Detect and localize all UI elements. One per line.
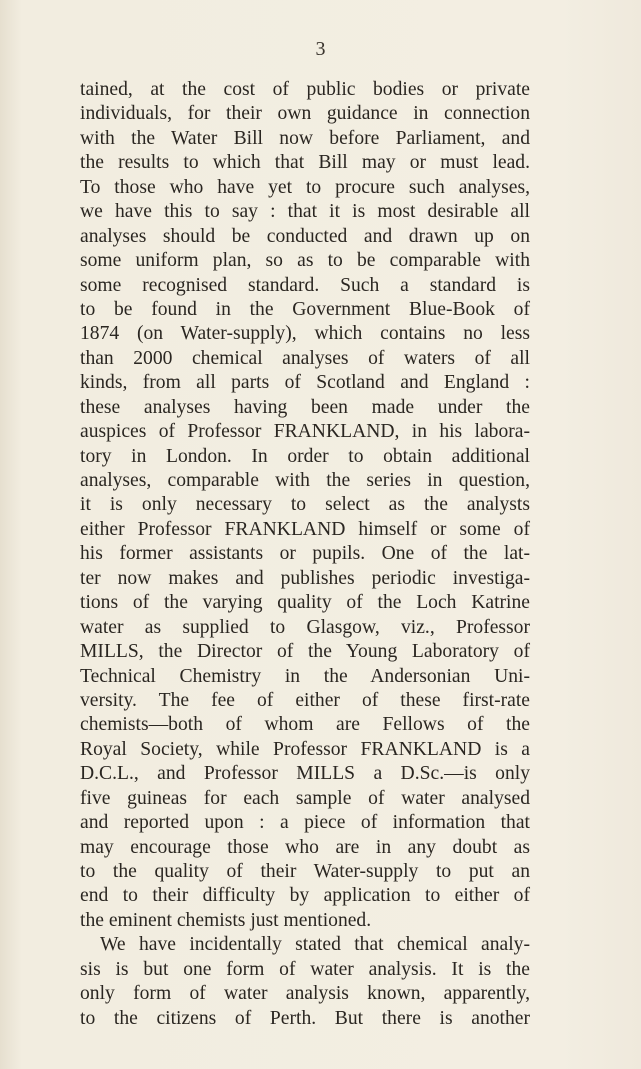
text-line: these analyses having been made under the — [80, 396, 530, 418]
text-line: sis is but one form of water analysis. It is the — [80, 958, 530, 980]
paragraph — [80, 933, 530, 1031]
text-line: to the citizens of Perth. But there is another — [80, 1007, 530, 1029]
text-line: tory in London. In order to obtain additional — [80, 445, 530, 467]
text-line: chemists—both of whom are Fellows of the — [80, 714, 530, 736]
text-line: end to their difficulty by application to either of — [80, 885, 530, 907]
text-line: D.C.L., and Professor MILLS a D.Sc.—is only — [80, 763, 530, 785]
text-line: analyses should be conducted and drawn up on — [80, 225, 530, 247]
text-line: We have incidentally stated that chemical analy- — [100, 934, 530, 956]
text-line: Royal Society, while Professor FRANKLAND is a — [80, 738, 530, 760]
text-line: the results to which that Bill may or must lead. — [80, 152, 530, 174]
text-line: either Professor FRANKLAND himself or some of — [80, 518, 530, 540]
paragraph — [80, 78, 530, 933]
text-line: versity. The fee of either of these first-rate — [80, 689, 530, 711]
text-line: may encourage those who are in any doubt as — [80, 836, 530, 858]
text-line: MILLS, the Director of the Young Laboratory of — [80, 641, 530, 663]
text-line: auspices of Professor FRANKLAND, in his labora- — [80, 421, 530, 443]
page-number: 3 — [315, 38, 326, 60]
text-line: To those who have yet to procure such analyses, — [80, 176, 530, 198]
text-line: his former assistants or pupils. One of the lat- — [80, 543, 530, 565]
text-line: ter now makes and publishes periodic investiga- — [80, 567, 530, 589]
text-line: it is only necessary to select as the analysts — [80, 494, 530, 516]
body-text — [80, 78, 530, 1031]
text-line: some uniform plan, so as to be comparable with — [80, 250, 530, 272]
text-line: to the quality of their Water-supply to put an — [80, 861, 530, 882]
text-line: than 2000 chemical analyses of waters of all — [80, 347, 530, 369]
text-line: with the Water Bill now before Parliament, and — [80, 127, 530, 149]
text-line: individuals, for their own guidance in connection — [80, 103, 530, 125]
text-line: tions of the varying quality of the Loch Katrine — [80, 592, 530, 614]
text-line: and reported upon : a piece of information that — [80, 812, 530, 834]
text-line: five guineas for each sample of water analysed — [80, 787, 530, 809]
text-line: 1874 (on Water-supply), which contains no less — [80, 323, 530, 345]
text-line: tained, at the cost of public bodies or private — [80, 79, 530, 100]
text-line: only form of water analysis known, apparently, — [80, 983, 530, 1005]
text-line: the eminent chemists just mentioned. — [80, 909, 372, 931]
text-line: analyses, comparable with the series in question, — [80, 470, 530, 491]
text-line: some recognised standard. Such a standard is — [80, 274, 530, 296]
text-line: to be found in the Government Blue-Book of — [80, 298, 530, 320]
text-line: Technical Chemistry in the Andersonian Uni- — [80, 665, 530, 687]
text-line: we have this to say : that it is most desirable all — [80, 201, 530, 223]
text-line: water as supplied to Glasgow, viz., Professor — [80, 616, 530, 638]
text-line: kinds, from all parts of Scotland and England : — [80, 372, 530, 394]
